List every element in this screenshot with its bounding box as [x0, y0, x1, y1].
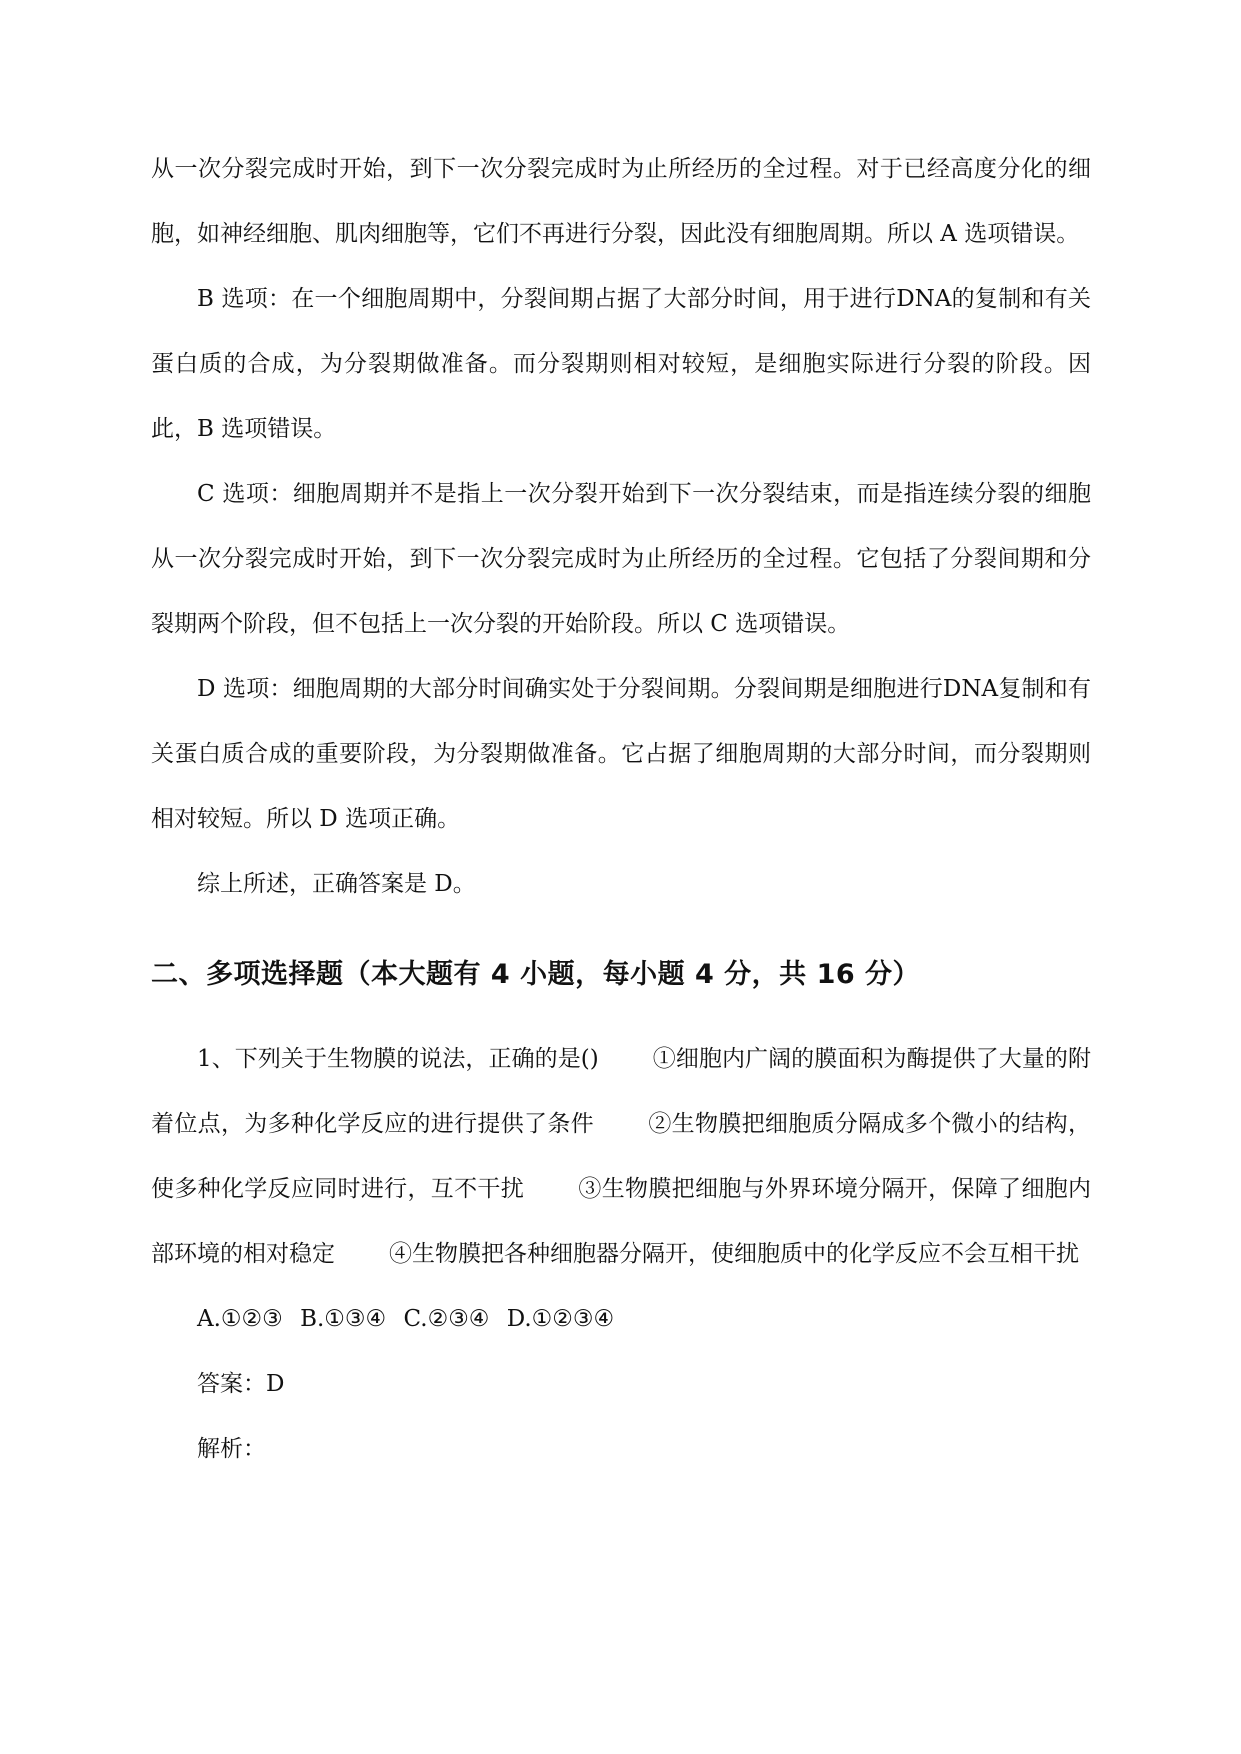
- option-c: C.②③④: [403, 1306, 490, 1332]
- document-body: [151, 137, 1091, 1482]
- option-d: D.①②③④: [506, 1306, 615, 1332]
- option-a: A.①②③: [197, 1306, 283, 1332]
- statement-3: ③生物膜把细胞与外界环境分隔开，保障了细胞内部环境的相对稳定: [151, 1176, 1092, 1267]
- analysis-label: 解析：: [197, 1436, 266, 1462]
- paragraph-explanation-c: C 选项：细胞周期并不是指上一次分裂开始到下一次分裂结束，而是指连续分裂的细胞从一次分裂完成时开始，到下一次分裂完成时为止所经历的全过程。它包括了分裂间期和分裂期两个阶段，但不包括上一次分裂的开始阶段。所以 C 选项错误。: [151, 481, 1091, 637]
- statement-2: ②生物膜把细胞质分隔成多个微小的结构，使多种化学反应同时进行，互不干扰: [151, 1111, 1092, 1202]
- paragraph-explanation-a: 从一次分裂完成时开始，到下一次分裂完成时为止所经历的全过程。对于已经高度分化的细胞，如神经细胞、肌肉细胞等，它们不再进行分裂，因此没有细胞周期。所以 A 选项错误。: [151, 156, 1091, 247]
- statement-4: ④生物膜把各种细胞器分隔开，使细胞质中的化学反应不会互相干扰: [389, 1241, 1079, 1267]
- answer-line: 答案：D: [197, 1371, 285, 1397]
- question-stem: 1、下列关于生物膜的说法，正确的是(): [197, 1046, 599, 1072]
- statement-1: ①细胞内广阔的膜面积为酶提供了大量的附着位点，为多种化学反应的进行提供了条件: [151, 1046, 1091, 1137]
- question-text: [151, 1027, 1091, 1287]
- paragraph-conclusion: 综上所述，正确答案是 D。: [197, 871, 476, 897]
- answer-options: [151, 1287, 1091, 1352]
- section-heading: 二、多项选择题（本大题有 4 小题，每小题 4 分，共 16 分）: [151, 959, 921, 990]
- paragraph-explanation-d: D 选项：细胞周期的大部分时间确实处于分裂间期。分裂间期是细胞进行DNA复制和有关蛋白质合成的重要阶段，为分裂期做准备。它占据了细胞周期的大部分时间，而分裂期则相对较短。所以 D 选项正确。: [151, 676, 1091, 832]
- option-b: B.①③④: [300, 1306, 387, 1332]
- paragraph-explanation-b: B 选项：在一个细胞周期中，分裂间期占据了大部分时间，用于进行DNA的复制和有关蛋白质的合成，为分裂期做准备。而分裂期则相对较短，是细胞实际进行分裂的阶段。因此，B 选项错误。: [151, 286, 1091, 442]
